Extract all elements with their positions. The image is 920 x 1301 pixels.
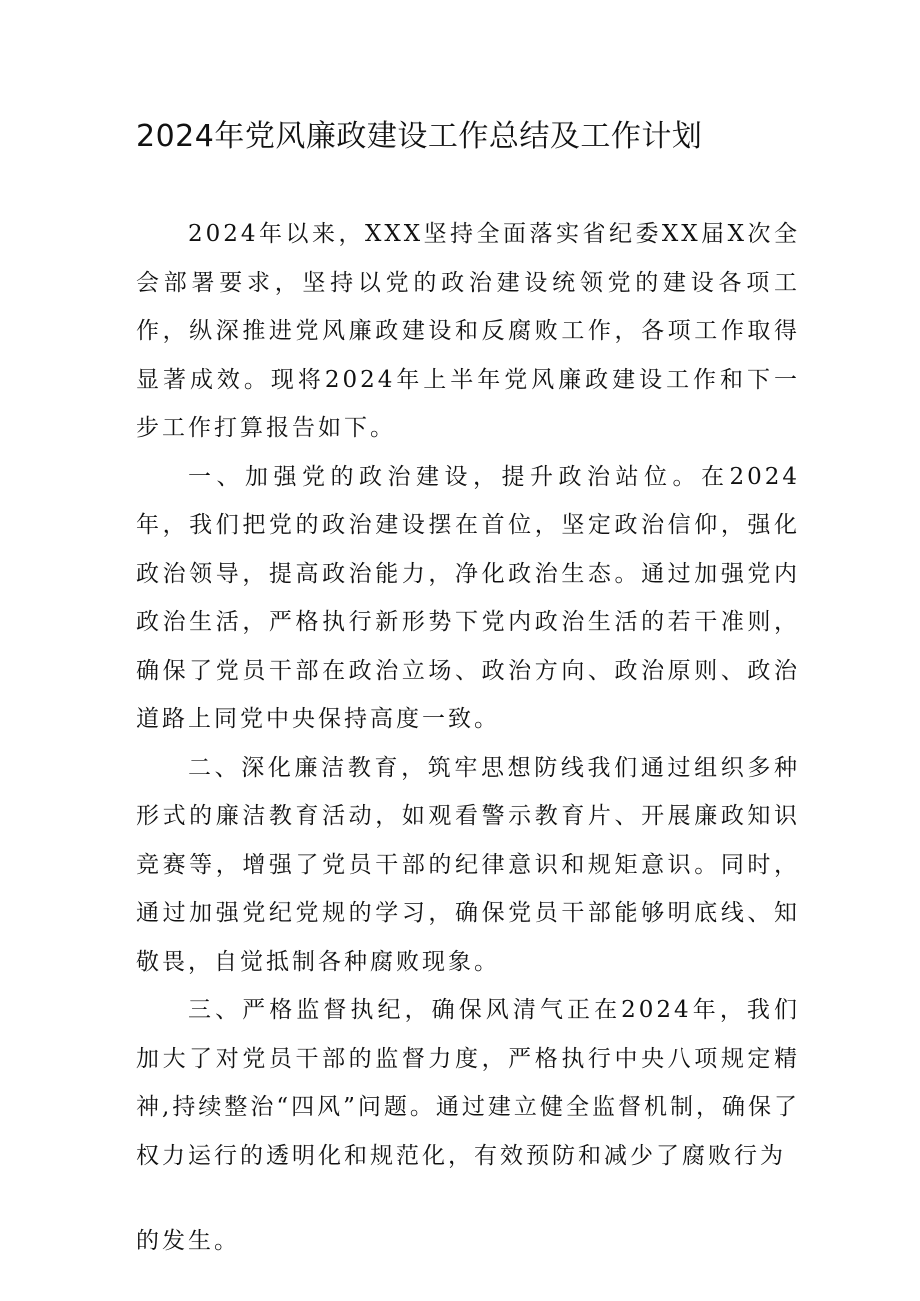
paragraph-tail: 的发生。 bbox=[136, 1228, 240, 1254]
document-body bbox=[136, 210, 800, 1266]
paragraph-section-1: 一、加强党的政治建设，提升政治站位。在2024年，我们把党的政治建设摆在首位，坚定政治信仰，强化政治领导，提高政治能力，净化政治生态。通过加强党内政治生活，严格执行新形势下党内政治生活的若干准则，确保了党员干部在政治立场、政治方向、政治原则、政治道路上同党中央保持高度一致。 bbox=[136, 463, 800, 732]
paragraph-section-2: 二、深化廉洁教育，筑牢思想防线我们通过组织多种形式的廉洁教育活动，如观看警示教育片、开展廉政知识竞赛等，增强了党员干部的纪律意识和规矩意识。同时，通过加强党纪党规的学习，确保党员干部能够明底线、知敬畏，自觉抵制各种腐败现象。 bbox=[136, 754, 800, 975]
paragraph-section-3: 三、严格监督执纪，确保风清气正在2024年，我们加大了对党员干部的监督力度，严格执行中央八项规定精神,持续整治“四风”问题。通过建立健全监督机制，确保了权力运行的透明化和规范化，有效预防和减少了腐败行为 bbox=[136, 997, 800, 1169]
document-title: 2024年党风廉政建设工作总结及工作计划 bbox=[136, 119, 703, 154]
paragraph-intro: 2024年以来，XXX坚持全面落实省纪委XX届X次全会部署要求，坚持以党的政治建设统领党的建设各项工作，纵深推进党风廉政建设和反腐败工作，各项工作取得显著成效。现将2024年上半年党风廉政建设工作和下一步工作打算报告如下。 bbox=[136, 221, 800, 441]
